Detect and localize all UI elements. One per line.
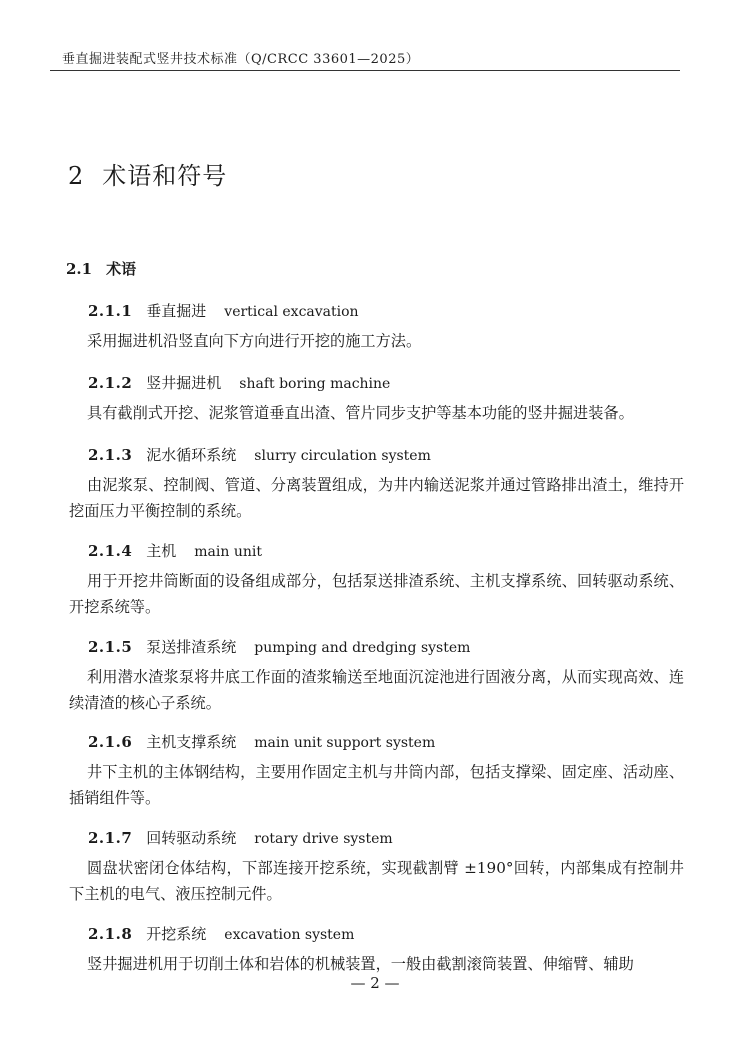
term-heading xyxy=(88,372,390,393)
term-number: 2.1.7 xyxy=(88,829,133,847)
term-english: vertical excavation xyxy=(224,304,359,320)
term-chinese: 泥水循环系统 xyxy=(146,446,237,464)
term-number: 2.1.1 xyxy=(88,302,133,320)
term-number: 2.1.4 xyxy=(88,542,133,560)
term-number: 2.1.2 xyxy=(88,374,133,392)
section-title: 术语 xyxy=(106,260,137,278)
term-definition: 竖井掘进机用于切削土体和岩体的机械装置，一般由截割滚筒装置、伸缩臂、辅助 xyxy=(87,955,634,973)
term-chinese: 垂直掘进 xyxy=(146,302,207,320)
term-definition: 圆盘状密闭仓体结构，下部连接开挖系统，实现截割臂 ±190°回转，内部集成有控制井下主机的电气、液压控制元件。 xyxy=(69,859,684,903)
chapter-heading xyxy=(68,156,227,191)
term-number: 2.1.6 xyxy=(88,733,133,751)
header-rule xyxy=(50,70,680,71)
term-heading xyxy=(88,444,431,465)
term-heading xyxy=(88,827,393,848)
term-number: 2.1.3 xyxy=(88,446,133,464)
term-english: slurry circulation system xyxy=(254,448,431,464)
section-heading xyxy=(66,258,136,279)
term-english: main unit support system xyxy=(254,735,436,751)
term-chinese: 泵送排渣系统 xyxy=(146,638,237,656)
running-header: 垂直掘进装配式竖井技术标准（Q/CRCC 33601—2025） xyxy=(62,52,420,67)
term-definition: 采用掘进机沿竖直向下方向进行开挖的施工方法。 xyxy=(87,332,422,350)
term-chinese: 主机 xyxy=(146,542,177,560)
term-definition: 由泥浆泵、控制阀、管道、分离装置组成，为井内输送泥浆并通过管路排出渣土，维持开挖面压力平衡控制的系统。 xyxy=(69,476,684,520)
term-heading xyxy=(88,923,354,944)
term-english: pumping and dredging system xyxy=(254,640,471,656)
term-number: 2.1.8 xyxy=(88,925,133,943)
term-definition: 利用潜水渣浆泵将井底工作面的渣浆输送至地面沉淀池进行固液分离，从而实现高效、连续清渣的核心子系统。 xyxy=(69,668,684,712)
term-definition: 具有截削式开挖、泥浆管道垂直出渣、管片同步支护等基本功能的竖井掘进装备。 xyxy=(87,404,634,422)
section-number: 2.1 xyxy=(66,260,93,278)
term-english: main unit xyxy=(194,544,262,560)
term-definition: 用于开挖井筒断面的设备组成部分，包括泵送排渣系统、主机支撑系统、回转驱动系统、开挖系统等。 xyxy=(69,572,684,616)
term-heading xyxy=(88,731,435,752)
term-chinese: 回转驱动系统 xyxy=(146,829,237,847)
chapter-title: 术语和符号 xyxy=(102,162,228,190)
term-definition: 井下主机的主体钢结构，主要用作固定主机与井筒内部，包括支撑梁、固定座、活动座、插销组件等。 xyxy=(69,763,684,807)
term-chinese: 开挖系统 xyxy=(146,925,207,943)
page-number: — 2 — xyxy=(350,974,400,992)
term-chinese: 竖井掘进机 xyxy=(146,374,222,392)
term-heading xyxy=(88,540,262,561)
term-english: excavation system xyxy=(224,927,355,943)
term-heading xyxy=(88,636,470,657)
term-chinese: 主机支撑系统 xyxy=(146,733,237,751)
term-number: 2.1.5 xyxy=(88,638,133,656)
term-english: rotary drive system xyxy=(254,831,393,847)
chapter-number: 2 xyxy=(68,162,85,190)
term-heading xyxy=(88,300,359,321)
term-english: shaft boring machine xyxy=(239,376,391,392)
